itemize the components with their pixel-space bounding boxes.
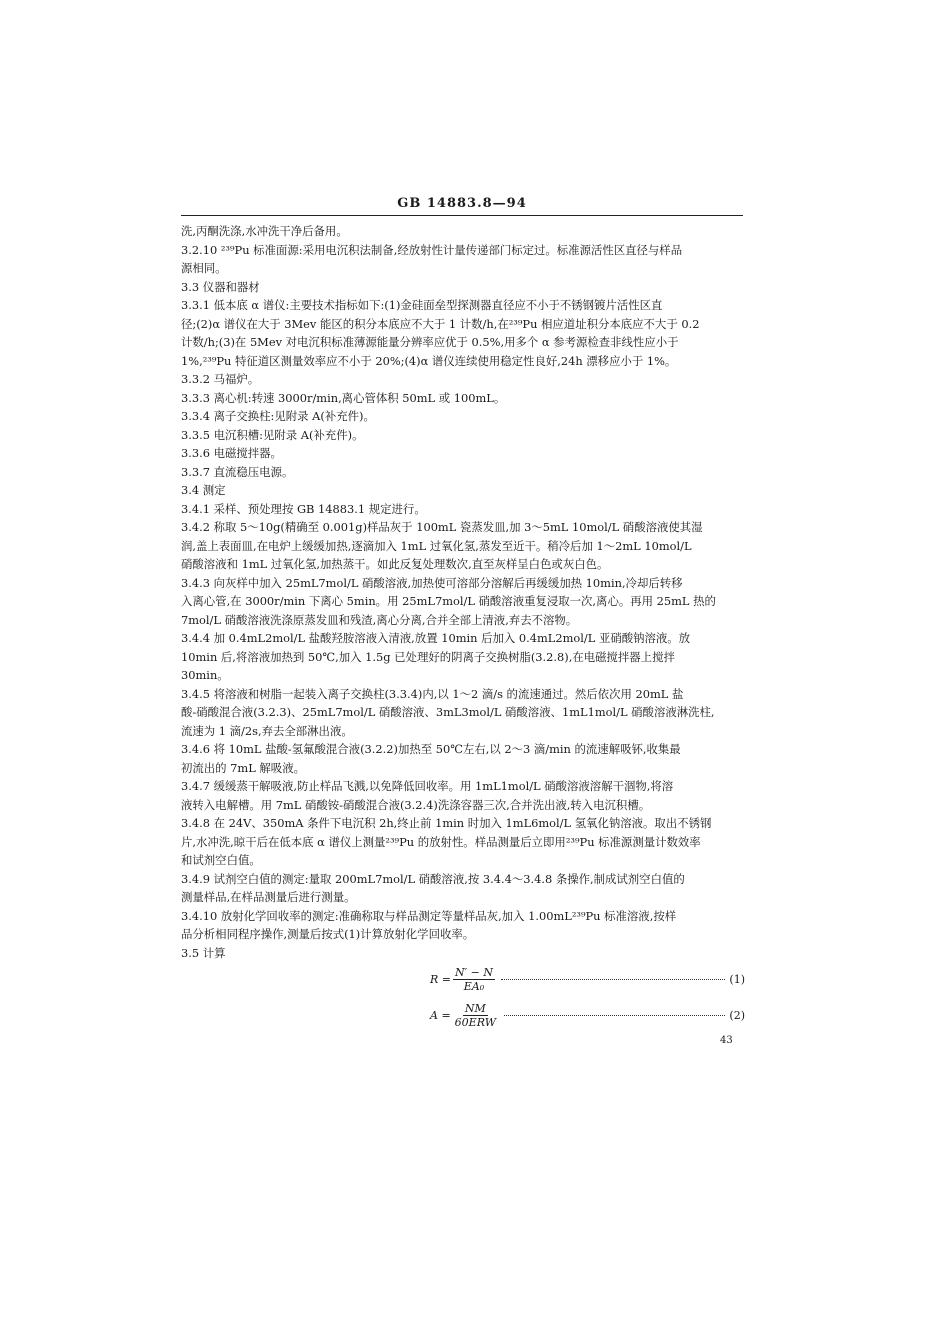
- text-line: 初流出的 7mL 解吸液。: [181, 760, 305, 775]
- fraction: [453, 1002, 498, 1029]
- page-header: GB 14883.8—94: [397, 196, 527, 211]
- denominator: 60ERW: [454, 1016, 497, 1029]
- fraction: [453, 966, 495, 993]
- text-line: 10min 后,将溶液加热到 50℃,加入 1.5g 已处理好的阴离子交换树脂(3.2.8),在电磁搅拌器上搅拌: [181, 649, 675, 664]
- text-line: 酸-硝酸混合液(3.2.3)、25mL7mol/L 硝酸溶液、3mL3mol/L 硝酸溶液、1mL1mol/L 硝酸溶液淋洗柱,: [181, 705, 715, 719]
- text-line: 和试剂空白值。: [181, 853, 261, 867]
- text-line: 径;(2)α 谱仪在大于 3Mev 能区的积分本底应不大于 1 计数/h,在²³⁹Pu 相应道址积分本底应不大于 0.2: [181, 316, 700, 331]
- text-line: 3.4.5 将溶液和树脂一起装入离子交换柱(3.3.4)内,以 1～2 滴/s 的流速通过。然后依次用 20mL 盐: [181, 686, 684, 701]
- text-line: 计数/h;(3)在 5Mev 对电沉积标准薄源能量分辨率应优于 0.5%,用多个 α 参考源检查非线性应小于: [181, 335, 679, 349]
- numerator: N′ − N: [455, 966, 493, 979]
- text-line: 3.3.5 电沉积槽:见附录 A(补充件)。: [181, 427, 364, 442]
- dot-leader: [501, 979, 725, 980]
- text-line: 液转入电解槽。用 7mL 硝酸铵-硝酸混合液(3.2.4)洗涤容器三次,合并洗出液,转入电沉积槽。: [181, 797, 651, 812]
- text-line: 3.4.8 在 24V、350mA 条件下电沉积 2h,终止前 1min 时加入 1mL6mol/L 氢氧化钠溶液。取出不锈钢: [181, 816, 712, 830]
- text-line: 3.3 仪器和器材: [181, 279, 260, 294]
- page-number: 43: [720, 1035, 733, 1046]
- text-line: 洗,丙酮洗涤,水冲洗干净后备用。: [181, 224, 348, 238]
- text-line: 3.3.3 离心机:转速 3000r/min,离心管体积 50mL 或 100mL。: [181, 390, 506, 405]
- text-line: 3.4 测定: [181, 483, 226, 497]
- text-line: 源相同。: [181, 261, 227, 275]
- formula-lhs: A =: [430, 1009, 451, 1022]
- text-line: 3.4.6 将 10mL 盐酸-氢氟酸混合液(3.2.2)加热至 50℃左右,以 2～3 滴/min 的流速解吸钚,收集最: [181, 742, 681, 756]
- text-line: 3.5 计算: [181, 945, 226, 960]
- text-line: 润,盖上表面皿,在电炉上缓缓加热,逐滴加入 1mL 过氧化氢,蒸发至近干。稍冷后加 1～2mL 10mol/L: [181, 538, 692, 553]
- formula-1: [430, 966, 745, 993]
- text-line: 3.4.7 缓缓蒸干解吸液,防止样品飞溅,以免降低回收率。用 1mL1mol/L 硝酸溶液溶解干涸物,将溶: [181, 779, 674, 793]
- text-line: 3.3.1 低本底 α 谱仪:主要技术指标如下:(1)金硅面垒型探测器直径应不小于不锈钢镀片活性区直: [181, 298, 663, 312]
- text-line: 3.4.4 加 0.4mL2mol/L 盐酸羟胺溶液入清液,放置 10min 后加入 0.4mL2mol/L 亚硝酸钠溶液。放: [181, 631, 691, 645]
- formula-2: [430, 1002, 745, 1029]
- text-line: 3.4.9 试剂空白值的测定:量取 200mL7mol/L 硝酸溶液,按 3.4.4～3.4.8 条操作,制成试剂空白值的: [181, 871, 685, 886]
- text-line: 品分析相同程序操作,测量后按式(1)计算放射化学回收率。: [181, 927, 475, 941]
- numerator: NM: [464, 1002, 486, 1015]
- text-line: 入离心管,在 3000r/min 下离心 5min。用 25mL7mol/L 硝酸溶液重复浸取一次,离心。再用 25mL 热的: [181, 594, 716, 608]
- text-line: 硝酸溶液和 1mL 过氧化氢,加热蒸干。如此反复处理数次,直至灰样呈白色或灰白色。: [181, 557, 609, 571]
- text-line: 3.4.10 放射化学回收率的测定:准确称取与样品测定等量样品灰,加入 1.00mL²³⁹Pu 标准溶液,按样: [181, 908, 677, 923]
- text-line: 7mol/L 硝酸溶液洗涤原蒸发皿和残渣,离心分离,合并全部上清液,弃去不溶物。: [181, 612, 578, 627]
- text-line: 3.2.10 ²³⁹Pu 标准面源:采用电沉积法制备,经放射性计量传递部门标定过。标准源活性区直径与样品: [181, 242, 683, 257]
- equation-number: (2): [729, 1009, 745, 1022]
- text-line: 3.4.3 向灰样中加入 25mL7mol/L 硝酸溶液,加热使可溶部分溶解后再缓缓加热 10min,冷却后转移: [181, 575, 683, 590]
- text-line: 3.3.6 电磁搅拌器。: [181, 446, 282, 460]
- text-line: 1%,²³⁹Pu 特征道区测量效率应不小于 20%;(4)α 谱仪连续使用稳定性良好,24h 漂移应小于 1%。: [181, 353, 677, 368]
- text-line: 3.3.2 马福炉。: [181, 372, 260, 386]
- text-line: 3.4.2 称取 5～10g(精确至 0.001g)样品灰于 100mL 瓷蒸发皿,加 3～5mL 10mol/L 硝酸溶液使其湿: [181, 520, 703, 534]
- denominator: EA₀: [463, 980, 485, 993]
- equation-number: (1): [729, 973, 745, 986]
- text-line: 3.3.7 直流稳压电源。: [181, 464, 294, 479]
- text-line: 3.3.4 离子交换柱:见附录 A(补充件)。: [181, 409, 375, 423]
- text-line: 流速为 1 滴/2s,弃去全部淋出液。: [181, 723, 353, 738]
- formula-lhs: R =: [430, 973, 451, 986]
- text-line: 30min。: [181, 668, 229, 682]
- header-rule: [181, 215, 743, 216]
- body-text: [181, 222, 746, 962]
- text-line: 片,水冲洗,晾干后在低本底 α 谱仪上测量²³⁹Pu 的放射性。样品测量后立即用²³⁹Pu 标准源测量计数效率: [181, 834, 701, 849]
- text-line: 测量样品,在样品测量后进行测量。: [181, 890, 356, 904]
- dot-leader: [504, 1015, 725, 1016]
- text-line: 3.4.1 采样、预处理按 GB 14883.1 规定进行。: [181, 501, 426, 516]
